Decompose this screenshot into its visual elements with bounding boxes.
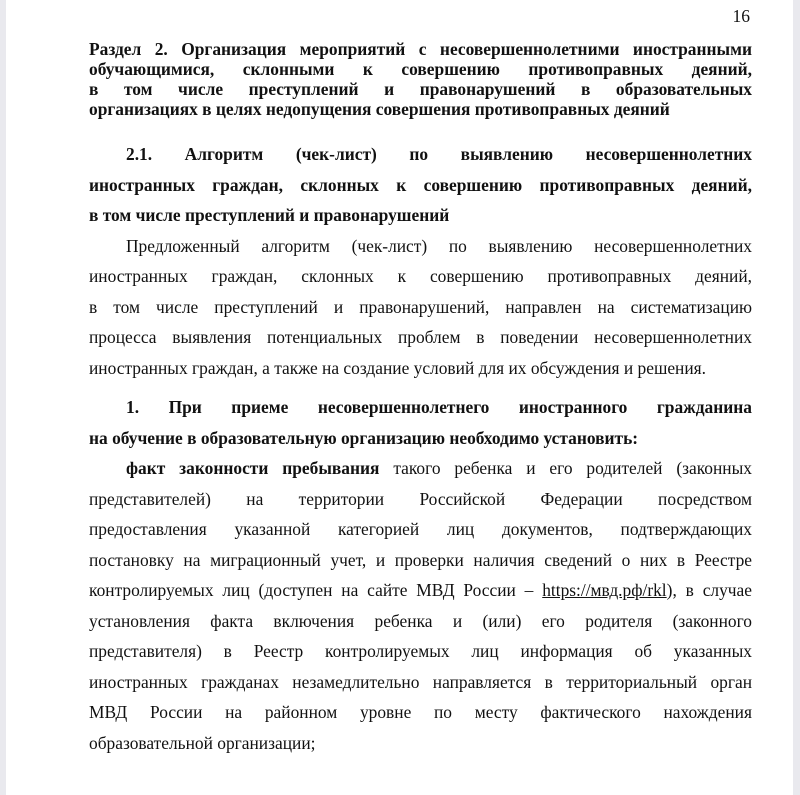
paragraph-line (89, 453, 752, 484)
subsection-title-line: в том числе преступлений и правонарушений (89, 205, 450, 225)
paragraph-line: установления факта включения ребенка и (или) его родителя (законного (89, 610, 752, 631)
subsection-title (89, 139, 752, 231)
subsection-title-line: 2.1. Алгоритм (чек-лист) по выявлению несовершеннолетних (126, 144, 752, 164)
paragraph-line: в том числе преступлений и правонарушений, направлен на систематизацию (89, 296, 752, 317)
paragraph-line: процесса выявления потенциальных проблем в поведении несовершеннолетних (89, 327, 752, 347)
section-title (89, 39, 752, 119)
section-title-line: организациях в целях недопущения совершения противоправных деяний (89, 99, 670, 119)
paragraph-line: иностранных граждан, склонных к совершению противоправных деяний, (89, 266, 752, 286)
intro-paragraph (89, 231, 752, 384)
page-content (89, 39, 752, 758)
section-title-line: в том числе преступлений и правонарушений в образовательных (89, 79, 752, 99)
section-title-line: Раздел 2. Организация мероприятий с несовершеннолетними иностранными (89, 39, 752, 59)
paragraph-line: предоставления указанной категорией лиц документов, подтверждающих (89, 519, 752, 539)
paragraph-line: МВД России на районном уровне по месту фактического нахождения (89, 702, 752, 722)
line-text: ), в случае (666, 580, 752, 600)
paragraph-line: представителя) в Реестр контролируемых лиц информация об указанных (89, 641, 752, 661)
paragraph-line: иностранных гражданах незамедлительно направляется в территориальный орган (89, 671, 752, 692)
item-heading-line: на обучение в образовательную организацию необходимо установить: (89, 427, 639, 448)
paragraph-line: иностранных граждан, а также на создание условий для их обсуждения и решения. (89, 357, 707, 378)
document-page (6, 0, 793, 795)
page-number: 16 (732, 6, 750, 26)
item-heading-line: 1. При приеме несовершеннолетнего иностранного гражданина (126, 397, 752, 417)
subsection-title-line: иностранных граждан, склонных к совершению противоправных деяний, (89, 174, 752, 195)
item1-heading (89, 392, 752, 453)
line-text: такого ребенка и его родителей (законных (379, 458, 752, 478)
paragraph-line: постановку на миграционный учет, и проверки наличия сведений о них в Реестре (89, 549, 752, 570)
paragraph-line: Предложенный алгоритм (чек-лист) по выявлению несовершеннолетних (126, 235, 752, 256)
bold-lead-term: факт законности пребывания (126, 458, 380, 478)
paragraph-line: образовательной организации; (89, 732, 316, 753)
mvd-rkl-link[interactable]: https://мвд.рф/rkl (542, 580, 667, 600)
line-text: контролируемых лиц (доступен на сайте МВД России – (89, 580, 543, 600)
item1-paragraph (89, 453, 752, 758)
paragraph-line: представителей) на территории Российской Федерации посредством (89, 488, 752, 509)
section-title-line: обучающимися, склонными к совершению противоправных деяний, (89, 59, 752, 79)
paragraph-line (89, 575, 752, 606)
